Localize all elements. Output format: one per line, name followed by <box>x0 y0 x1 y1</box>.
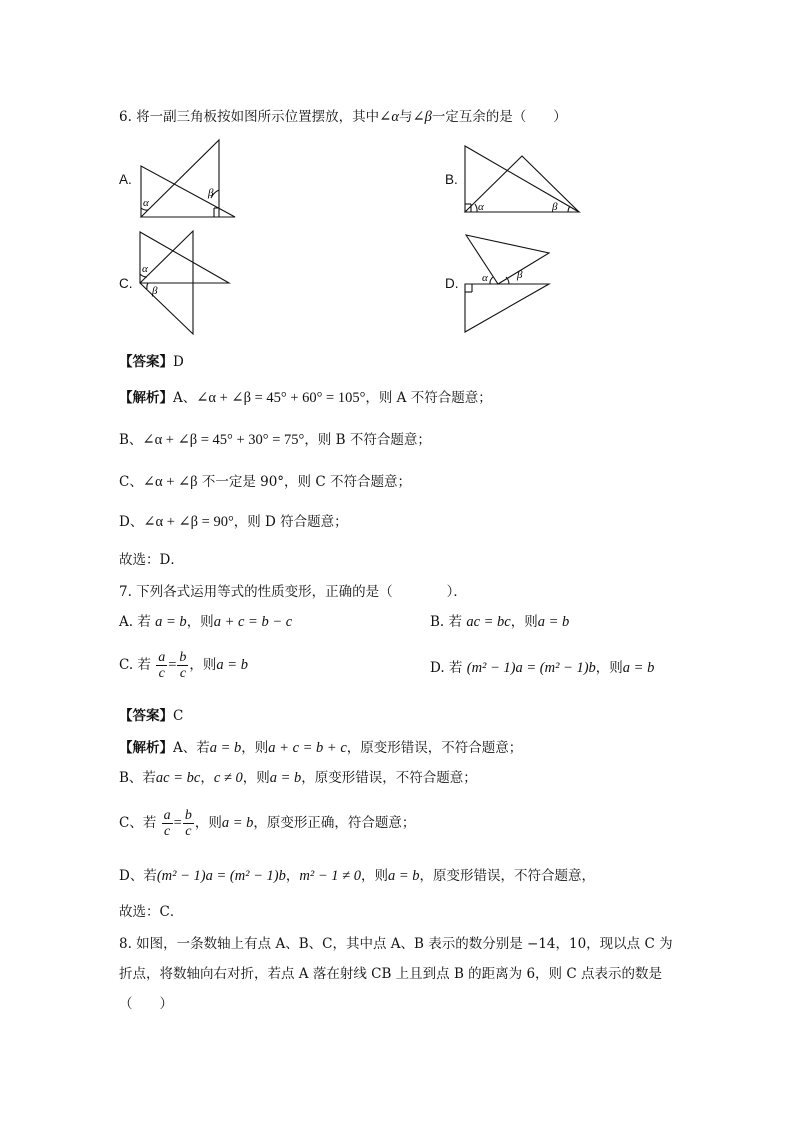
frac-numerator: a <box>158 650 166 665</box>
q7-opt-a-mid: ，则 <box>186 614 214 630</box>
q7-analysis-b <box>119 768 477 788</box>
frac-numerator: b <box>184 808 192 823</box>
q7-analysis-d-lead: D、若 <box>119 868 157 884</box>
q7-analysis-c <box>119 808 415 839</box>
q7-option-d <box>430 658 654 678</box>
q6-fig-a-alpha: α <box>143 197 149 209</box>
q7-analysis-d-res: a = b <box>387 868 420 884</box>
triangle-45-a <box>141 166 235 217</box>
q7-analysis-a-mid: ，则 <box>241 740 269 756</box>
q7-option-c <box>119 650 248 681</box>
q8-line-3: （ ） <box>119 996 173 1012</box>
frac-denominator: c <box>185 824 192 839</box>
q6-fig-a-beta: β <box>208 187 214 199</box>
q7-answer <box>119 706 183 726</box>
q7-analysis-c-mid: ，则 <box>194 815 222 831</box>
q7-opt-a-label: A. 若 <box>119 614 151 630</box>
q6-label-a: A. <box>119 172 132 187</box>
triangle-d-bottom <box>465 284 549 332</box>
q7-analysis-c-frac1 <box>162 808 173 839</box>
q7-opt-c-mid: ，则 <box>189 657 217 673</box>
q7-opt-d-cond: (m² − 1)a = (m² − 1)b <box>466 660 596 676</box>
q7-opt-d-res: a = b <box>622 660 655 676</box>
q6-analysis-a-lead: A、 <box>173 390 197 406</box>
q7-analysis-d <box>119 866 595 886</box>
q7-answer-prefix: 【答案】 <box>119 708 173 724</box>
q6-angle-beta: ∠β <box>412 109 432 125</box>
q6-analysis-d-lead: D、 <box>119 514 144 530</box>
q6-answer <box>119 352 184 372</box>
q6-fig-d-beta: β <box>517 269 523 281</box>
q6-analysis-a <box>119 388 492 408</box>
q6-stem-suffix: 一定互余的是（ ） <box>431 109 567 125</box>
q7-analysis-a <box>119 738 522 758</box>
frac-denominator: c <box>164 824 171 839</box>
q6-analysis-c <box>119 472 411 492</box>
q6-figure-a <box>135 138 241 222</box>
q7-analysis-a-lead: A、若 <box>173 740 210 756</box>
q6-figure-d <box>460 230 556 336</box>
q7-opt-c-eq: = <box>168 657 177 673</box>
q7-analysis-c-tail: ，原变形正确，符合题意； <box>253 815 416 831</box>
q7-option-b <box>430 612 569 632</box>
q7-analysis-b-res: a = b <box>269 770 302 786</box>
q7-analysis-c-res: a = b <box>221 815 254 831</box>
q6-label-d: D. <box>445 276 459 291</box>
q7-analysis-a-cond: a = b <box>209 740 242 756</box>
frac-numerator: a <box>163 808 171 823</box>
triangle-60-a <box>141 140 219 217</box>
q7-opt-c-res: a = b <box>216 657 248 673</box>
q6-figure-c <box>134 228 234 338</box>
q6-angle-alpha: ∠α <box>379 109 399 125</box>
q6-analysis-c-lead: C、 <box>119 474 143 490</box>
q6-analysis-d-expr: ∠α + ∠β = 90° <box>143 514 234 530</box>
q6-analysis-c-tail: 不一定是 90°，则 C 不符合题意； <box>197 474 411 490</box>
q6-analysis-d-tail: ，则 D 符合题意； <box>233 514 348 530</box>
q6-analysis-a-tail: ，则 A 不符合题意； <box>365 390 492 406</box>
q6-answer-prefix: 【答案】 <box>119 354 173 370</box>
q7-analysis-b-mid: ，则 <box>242 770 270 786</box>
q7-opt-d-label: D. 若 <box>430 660 463 676</box>
q7-analysis-b-lead: B、若 <box>119 770 156 786</box>
q6-analysis-b-expr: ∠α + ∠β = 45° + 30° = 75° <box>142 432 305 448</box>
q6-analysis-b <box>119 430 431 450</box>
q7-analysis-a-res: a + c = b + c <box>268 740 347 756</box>
q7-analysis-d-cond: (m² − 1)a = (m² − 1)b <box>156 868 286 884</box>
q7-analysis-d-mid: ，则 <box>360 868 388 884</box>
q6-fig-b-alpha: α <box>478 201 484 213</box>
q7-opt-d-mid: ，则 <box>595 660 623 676</box>
q6-analysis-a-expr: ∠α + ∠β = 45° + 60° = 105° <box>196 390 366 406</box>
frac-denominator: c <box>158 666 165 681</box>
q8-line-2: 折点，将数轴向右对折，若点 A 落在射线 CB 上且到点 B 的距离为 6，则 C 点表示的数是 <box>119 966 662 982</box>
q7-analysis-d-cond2: m² − 1 ≠ 0 <box>299 868 361 884</box>
q6-analysis-c-expr: ∠α + ∠β <box>142 474 198 490</box>
q7-opt-c-frac1 <box>156 650 167 681</box>
q7-opt-c-frac2 <box>177 650 188 681</box>
q7-analysis-b-cond: ac = bc <box>155 770 201 786</box>
q7-stem: 7. 下列各式运用等式的性质变形，正确的是（ ）． <box>119 584 467 600</box>
q7-opt-b-mid: ，则 <box>510 614 538 630</box>
q6-analysis-b-tail: ，则 B 不符合题意； <box>304 432 431 448</box>
q6-analysis-prefix: 【解析】 <box>119 390 173 406</box>
triangle-d-top <box>466 235 549 284</box>
q7-opt-a-cond: a = b <box>155 614 187 630</box>
q6-fig-c-alpha: α <box>142 263 148 275</box>
frac-denominator: c <box>179 666 187 681</box>
q7-analysis-d-sep: ， <box>285 868 300 884</box>
q7-analysis-d-tail: ，原变形错误，不符合题意， <box>419 868 595 884</box>
q7-analysis-c-eq: = <box>173 815 182 831</box>
q7-analysis-b-cond2: c ≠ 0 <box>213 770 243 786</box>
q7-analysis-prefix: 【解析】 <box>119 740 173 756</box>
q6-fig-b-beta: β <box>552 201 558 213</box>
q7-conclusion: 故选：C． <box>119 904 184 920</box>
q8-line-1: 8. 如图，一条数轴上有点 A、B、C，其中点 A、B 表示的数分别是 −14，10，现以点 C 为 <box>119 936 673 952</box>
q7-opt-b-label: B. 若 <box>430 614 463 630</box>
q6-label-b: B. <box>445 172 458 187</box>
q6-analysis-b-lead: B、 <box>119 432 143 448</box>
q7-option-a <box>119 612 292 632</box>
q6-label-c: C. <box>119 276 133 291</box>
q7-opt-a-res: a + c = b − c <box>213 614 293 630</box>
q7-opt-b-cond: ac = bc <box>466 614 511 630</box>
q6-stem-prefix: 6. 将一副三角板按如图所示位置摆放，其中 <box>119 109 380 125</box>
q7-analysis-c-frac2 <box>183 808 194 839</box>
q7-analysis-b-tail: ，原变形错误，不符合题意； <box>301 770 477 786</box>
q7-opt-b-res: a = b <box>537 614 570 630</box>
q7-analysis-a-tail: ，原变形错误，不符合题意； <box>346 740 523 756</box>
frac-numerator: b <box>179 650 187 665</box>
q7-answer-value: C <box>173 708 184 724</box>
q6-analysis-d <box>119 512 348 532</box>
q7-analysis-b-sep: ， <box>200 770 214 786</box>
q6-stem-mid: 与 <box>398 109 413 125</box>
q6-figure-b <box>460 144 584 216</box>
q6-answer-value: D <box>173 354 184 370</box>
q6-fig-c-beta: β <box>152 285 158 297</box>
q7-opt-c-label: C. 若 <box>119 657 151 673</box>
q7-analysis-c-lead: C、若 <box>119 815 157 831</box>
q6-stem <box>119 107 567 127</box>
q6-conclusion: 故选：D． <box>119 552 184 568</box>
q6-fig-d-alpha: α <box>482 272 488 284</box>
